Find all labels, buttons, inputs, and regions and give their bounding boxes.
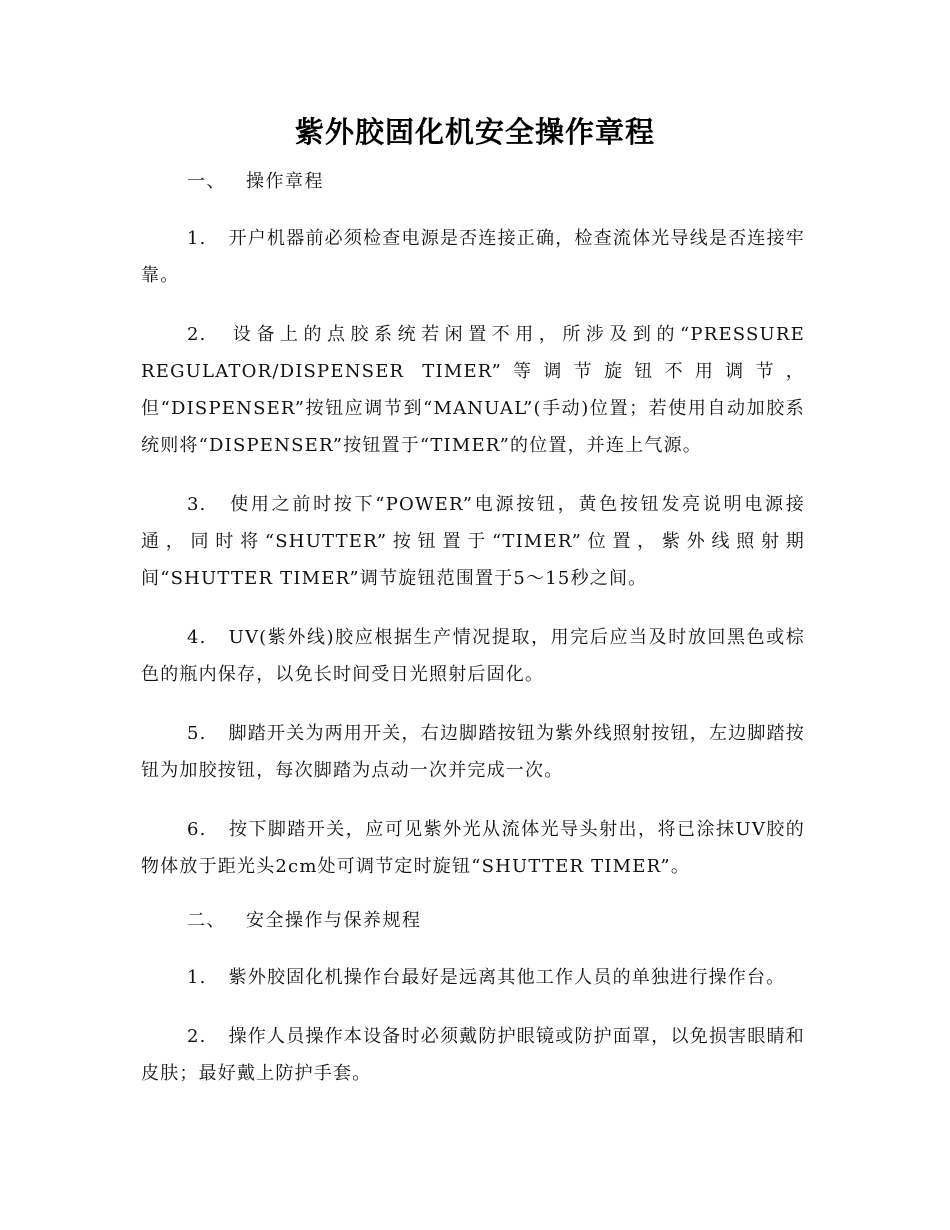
section-number: 一、 bbox=[187, 171, 226, 192]
paragraph-2-1 bbox=[141, 959, 805, 996]
paragraph-2-2 bbox=[141, 1018, 805, 1092]
paragraph-1-3 bbox=[141, 486, 805, 597]
item-text: 紫外胶固化机操作台最好是远离其他工作人员的单独进行操作台。 bbox=[228, 967, 786, 988]
item-number: 4. bbox=[187, 627, 207, 648]
section-number: 二、 bbox=[187, 910, 226, 931]
item-text: 使用之前时按下“POWER”电源按钮，黄色按钮发亮说明电源接通，同时将“SHUTTER”按钮置于“TIMER”位置，紫外线照射期间“SHUTTER TIMER”调节旋钮范围置于5～15秒之间。 bbox=[141, 494, 805, 589]
section-heading-2 bbox=[141, 907, 805, 935]
document-title: 紫外胶固化机安全操作章程 bbox=[294, 115, 655, 149]
item-number: 6. bbox=[187, 819, 207, 840]
section-title: 操作章程 bbox=[246, 171, 324, 192]
item-text: 设备上的点胶系统若闲置不用，所涉及到的“PRESSURE REGULATOR/DISPENSER TIMER”等调节旋钮不用调节，但“DISPENSER”按钮应调节到“MANUAL”(手动)位置；若使用自动加胶系统则将“DISPENSER”按钮置于“TIMER”的位置，并连上气源。 bbox=[141, 324, 805, 456]
item-text: 操作人员操作本设备时必须戴防护眼镜或防护面罩，以免损害眼睛和皮肤；最好戴上防护手套。 bbox=[141, 1026, 805, 1084]
item-number: 5. bbox=[187, 723, 207, 744]
section-heading-1 bbox=[141, 168, 805, 196]
paragraph-1-6 bbox=[141, 811, 805, 885]
item-text: 按下脚踏开关，应可见紫外光从流体光导头射出，将已涂抹UV胶的物体放于距光头2cm处可调节定时旋钮“SHUTTER TIMER”。 bbox=[141, 819, 805, 877]
item-number: 2. bbox=[187, 324, 207, 345]
section-title: 安全操作与保养规程 bbox=[246, 910, 422, 931]
item-text: 脚踏开关为两用开关，右边脚踏按钮为紫外线照射按钮，左边脚踏按钮为加胶按钮，每次脚踏为点动一次并完成一次。 bbox=[141, 723, 805, 781]
paragraph-1-5 bbox=[141, 715, 805, 789]
item-text: UV(紫外线)胶应根据生产情况提取，用完后应当及时放回黑色或棕色的瓶内保存，以免长时间受日光照射后固化。 bbox=[141, 627, 805, 685]
paragraph-1-2 bbox=[141, 316, 805, 464]
item-number: 3. bbox=[187, 494, 207, 515]
paragraph-1-4 bbox=[141, 619, 805, 693]
document-body bbox=[141, 168, 805, 1114]
item-number: 1. bbox=[187, 967, 207, 988]
item-number: 2. bbox=[187, 1026, 207, 1047]
paragraph-1-1 bbox=[141, 220, 805, 294]
item-number: 1. bbox=[187, 228, 207, 249]
item-text: 开户机器前必须检查电源是否连接正确，检查流体光导线是否连接牢靠。 bbox=[141, 228, 805, 286]
